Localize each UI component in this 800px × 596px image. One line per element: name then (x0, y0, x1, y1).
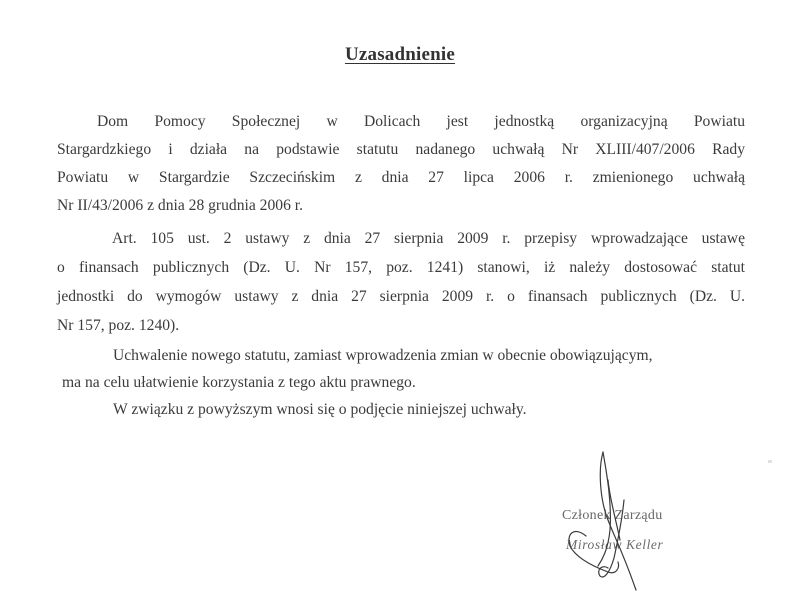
paragraph-line: Nr 157, poz. 1240). (57, 317, 180, 334)
paragraph-line: Powiatu w Stargardzie Szczecińskim z dnia 27 lipca 2006 r. zmienionego uchwałą (57, 169, 745, 186)
paragraph-line: Dom Pomocy Społecznej w Dolicach jest jednostką organizacyjną Powiatu (97, 113, 745, 130)
paragraph-line: Uchwalenie nowego statutu, zamiast wprowadzenia zmian w obecnie obowiązującym, (113, 347, 653, 364)
paragraph-line: W związku z powyższym wnosi się o podjęcie niniejszej uchwały. (113, 401, 527, 418)
signatory-name: Mirosław Keller (566, 537, 664, 552)
paragraph-line: Nr II/43/2006 z dnia 28 grudnia 2006 r. (57, 197, 303, 214)
signatory-role: Członek Zarządu (562, 508, 663, 523)
paragraph-line: Stargardzkiego i działa na podstawie statutu nadanego uchwałą Nr XLIII/407/2006 Rady (57, 141, 745, 158)
paragraph-line: o finansach publicznych (Dz. U. Nr 157, poz. 1241) stanowi, iż należy dostosować statut (57, 259, 745, 276)
handwritten-signature (540, 440, 740, 596)
scan-artifact (768, 460, 772, 463)
paragraph-line: Art. 105 ust. 2 ustawy z dnia 27 sierpnia 2009 r. przepisy wprowadzające ustawę (112, 230, 745, 247)
paragraph-line: ma na celu ułatwienie korzystania z tego aktu prawnego. (62, 374, 416, 391)
paragraph-line: jednostki do wymogów ustawy z dnia 27 sierpnia 2009 r. o finansach publicznych (Dz. U. (57, 288, 745, 305)
document-title: Uzasadnienie (344, 44, 456, 65)
